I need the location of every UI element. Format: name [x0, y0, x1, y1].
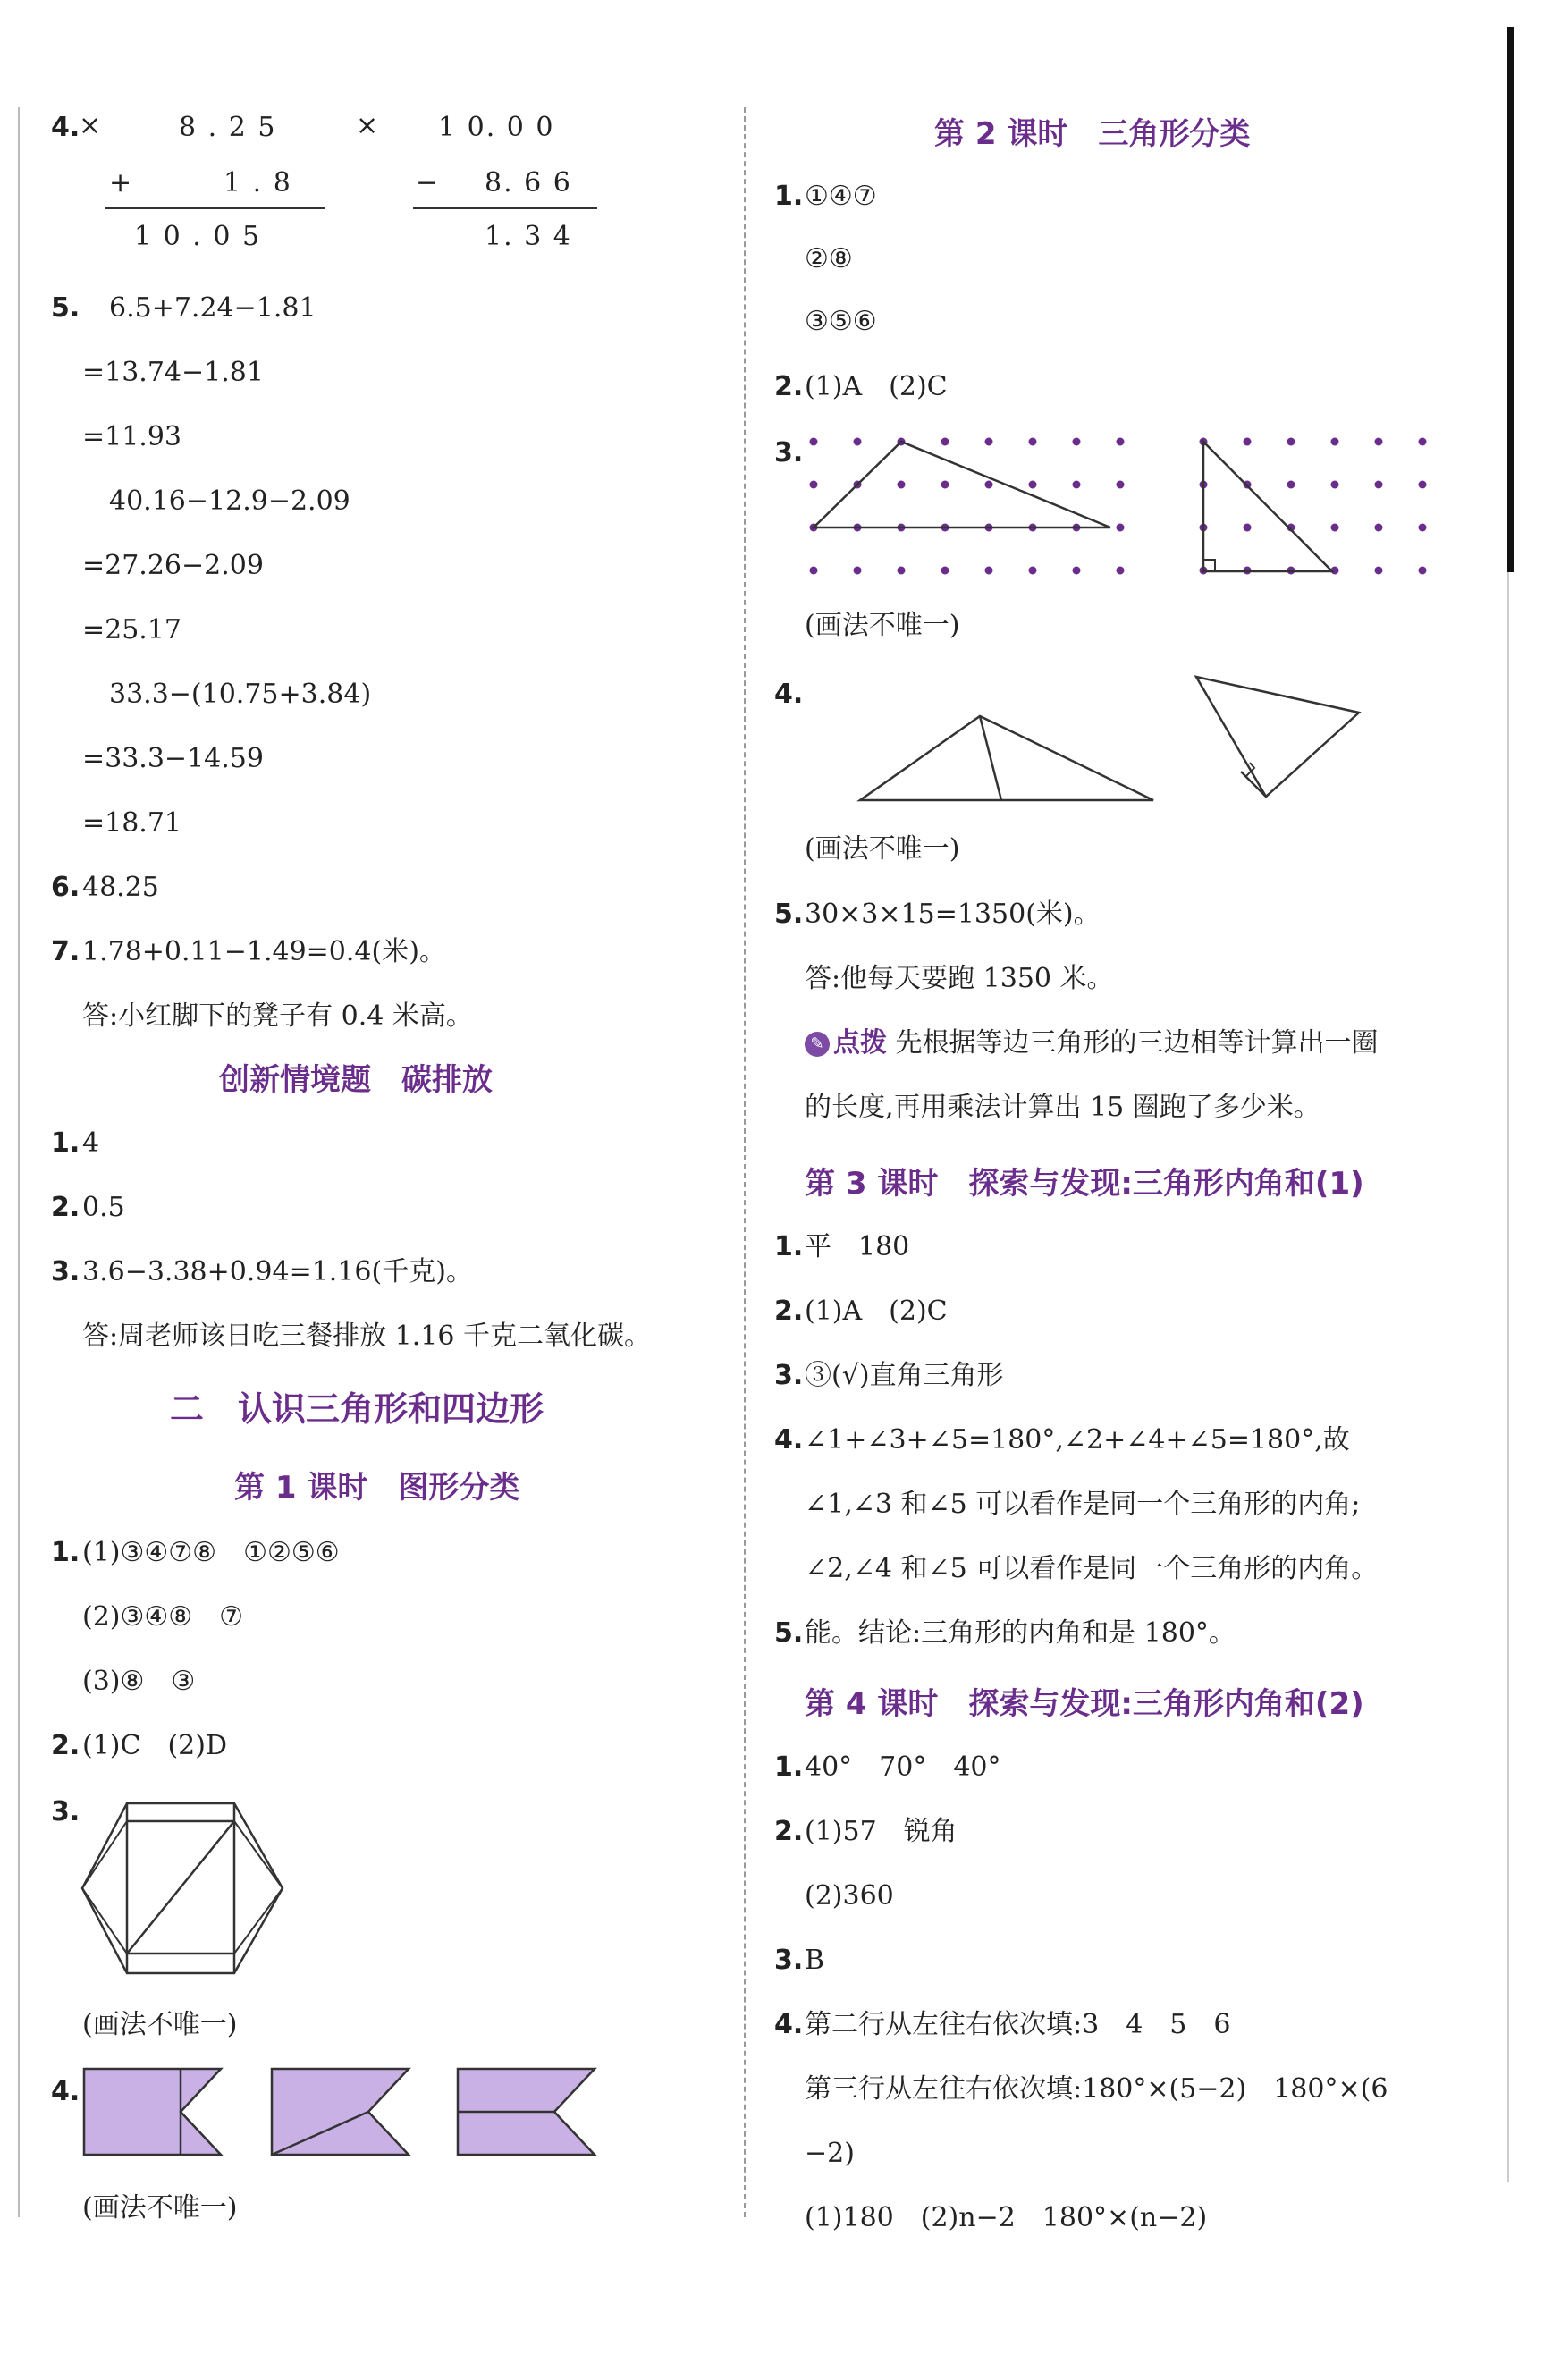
grid-dot — [985, 438, 993, 446]
grid-dot — [1073, 438, 1081, 446]
tip-box — [805, 1027, 1379, 1059]
q-number: 4. — [51, 112, 80, 143]
drawing-note: (画法不唯一) — [82, 2192, 238, 2224]
grid-dot — [1419, 481, 1427, 489]
wrong-mark: × — [79, 110, 102, 141]
answer-text: ∠2,∠4 和∠5 可以看作是同一个三角形的内角。 — [805, 1553, 1379, 1584]
answer-text: ∠1+∠3+∠5=180°,∠2+∠4+∠5=180°,故 — [805, 1424, 1350, 1456]
answer-statement: 答:小红脚下的凳子有 0.4 米高。 — [82, 1000, 473, 1032]
q-number: 4. — [51, 2076, 80, 2107]
grid-dot — [1375, 567, 1383, 575]
lesson-title: 第 1 课时 图形分类 — [234, 1470, 520, 1506]
q-number: 5. — [774, 1617, 804, 1649]
drawing-note: (画法不唯一) — [82, 2009, 238, 2040]
equation-line: =18.71 — [82, 807, 182, 839]
grid-dot — [1117, 481, 1125, 489]
grid-dot — [1287, 438, 1295, 446]
lesson-title: 第 3 课时 探索与发现:三角形内角和(1) — [805, 1166, 1364, 1202]
grid-dot — [941, 567, 949, 575]
answer-text: (1)A (2)C — [805, 1295, 948, 1327]
answer-text: 第二行从左往右依次填:3 4 5 6 — [805, 2009, 1231, 2040]
q-number: 4. — [774, 2009, 804, 2040]
triangle-with-height — [860, 716, 1153, 800]
grid-dot — [1244, 524, 1252, 532]
flag-shape-2 — [272, 2069, 409, 2155]
calc-result: 1. 3 4 — [485, 221, 572, 252]
grid-dot — [1419, 567, 1427, 575]
grid-dot — [1117, 438, 1125, 446]
grid-dot — [1029, 481, 1037, 489]
grid-dot — [1073, 567, 1081, 575]
grid-dot — [985, 567, 993, 575]
drawing-note: (画法不唯一) — [805, 610, 960, 641]
tip-text: 先根据等边三角形的三边相等计算出一圈 — [895, 1027, 1379, 1059]
q-number: 2. — [774, 1295, 804, 1327]
grid-dot — [1419, 524, 1427, 532]
q-number: 1. — [51, 1127, 80, 1159]
grid-dot — [941, 438, 949, 446]
calc-second-operand: 1 . 8 — [224, 167, 292, 198]
calc-result: 1 0 . 0 5 — [134, 221, 262, 252]
calc-operator: + — [109, 167, 132, 198]
answer-statement: 答:他每天要跑 1350 米。 — [805, 963, 1114, 994]
calc-top-operand: 1 0. 0 0 — [438, 112, 555, 143]
grid-dot — [854, 567, 862, 575]
equation-line: =11.93 — [82, 421, 182, 452]
page-edge-line — [1507, 572, 1509, 2182]
q-number: 1. — [774, 1231, 804, 1262]
section-title: 创新情境题 碳排放 — [219, 1062, 493, 1098]
unit-title: 二 认识三角形和四边形 — [170, 1389, 544, 1429]
grid-dot — [898, 481, 906, 489]
q-number: 7. — [51, 936, 80, 967]
answer-text: 0.5 — [82, 1192, 125, 1223]
answer-statement: 答:周老师该日吃三餐排放 1.16 千克二氧化碳。 — [82, 1321, 651, 1352]
grid-dot — [1375, 438, 1383, 446]
right-triangle — [1203, 442, 1332, 571]
left-margin-line — [18, 107, 20, 2217]
grid-dot — [1117, 524, 1125, 532]
answer-text: ①④⑦ — [805, 181, 877, 212]
q-number: 6. — [51, 872, 80, 903]
answer-text: (1)180 (2)n−2 180°×(n−2) — [805, 2202, 1208, 2233]
grid-dot — [1375, 481, 1383, 489]
grid-dot — [1029, 438, 1037, 446]
grid-dot — [1073, 481, 1081, 489]
column-divider — [744, 107, 746, 2217]
q-number: 2. — [51, 1192, 80, 1223]
tip-icon: ✎ — [805, 1032, 830, 1057]
answer-text: (1)C (2)D — [82, 1730, 227, 1761]
grid-dot — [898, 567, 906, 575]
grid-dot — [1331, 438, 1339, 446]
answer-text: 能。结论:三角形的内角和是 180°。 — [805, 1617, 1236, 1649]
flag-shape-3 — [458, 2069, 595, 2155]
tip-label: 点拨 — [833, 1027, 887, 1059]
answer-text: (3)⑧ ③ — [82, 1666, 196, 1697]
answer-text: B — [805, 1945, 825, 1976]
answer-text: 3.6−3.38+0.94=1.16(千克)。 — [82, 1256, 473, 1287]
answer-text: ∠1,∠3 和∠5 可以看作是同一个三角形的内角; — [805, 1489, 1361, 1520]
q-number: 2. — [51, 1730, 80, 1761]
answer-text: ③(√)直角三角形 — [805, 1360, 1004, 1391]
tip-text: 的长度,再用乘法计算出 15 圈跑了多少米。 — [805, 1092, 1320, 1123]
calc-top-operand: 8 . 2 5 — [179, 112, 277, 143]
page-edge-bar — [1507, 27, 1514, 572]
answer-text: 平 180 — [805, 1231, 910, 1262]
q-number: 1. — [774, 181, 804, 212]
calc-rule — [413, 207, 597, 209]
grid-dot — [810, 481, 818, 489]
answer-text: 4 — [82, 1127, 100, 1159]
wrong-mark: × — [356, 110, 379, 141]
q-number: 5. — [774, 899, 804, 930]
answer-text: (2)③④⑧ ⑦ — [82, 1601, 244, 1633]
lesson-title: 第 2 课时 三角形分类 — [934, 116, 1251, 152]
equation-line: 33.3−(10.75+3.84) — [109, 679, 372, 710]
equation-line: 40.16−12.9−2.09 — [109, 485, 350, 517]
answer-text: (1)③④⑦⑧ ①②⑤⑥ — [82, 1537, 340, 1568]
triangle-with-height-2 — [1196, 677, 1359, 797]
equation-line: =25.17 — [82, 614, 182, 646]
grid-dot — [810, 567, 818, 575]
grid-dot — [854, 438, 862, 446]
q-number: 3. — [774, 1945, 804, 1976]
grid-dot — [1331, 481, 1339, 489]
q-number: 3. — [774, 1360, 804, 1391]
grid-dot — [1287, 481, 1295, 489]
lesson-title: 第 4 课时 探索与发现:三角形内角和(2) — [805, 1686, 1364, 1722]
q-number: 2. — [774, 1816, 804, 1847]
grid-dot — [941, 481, 949, 489]
grid-dot — [1029, 567, 1037, 575]
q-number: 3. — [51, 1256, 80, 1287]
equation-line: =27.26−2.09 — [82, 550, 264, 581]
calc-operator: − — [416, 167, 439, 198]
grid-dot — [1419, 438, 1427, 446]
q-number: 3. — [774, 437, 804, 468]
dot-grid-triangles — [805, 429, 1430, 581]
q-number: 4. — [774, 1424, 804, 1456]
answer-text: (2)360 — [805, 1880, 894, 1912]
calc-rule — [105, 207, 325, 209]
grid-dot — [1244, 438, 1252, 446]
flag-shapes-figure — [82, 2067, 601, 2156]
dot-grid-right — [1200, 438, 1427, 575]
answer-text: ③⑤⑥ — [805, 306, 877, 337]
answer-text: 第三行从左往右依次填:180°×(5−2) 180°×(6 — [805, 2073, 1388, 2105]
grid-dot — [810, 438, 818, 446]
grid-dot — [1375, 524, 1383, 532]
calc-second-operand: 8. 6 6 — [485, 167, 572, 198]
flag-shape-1 — [84, 2069, 221, 2155]
equation-line: =33.3−14.59 — [82, 743, 264, 774]
obtuse-triangle — [814, 442, 1110, 527]
drawing-note: (画法不唯一) — [805, 833, 960, 865]
grid-dot — [1331, 524, 1339, 532]
equation-line: 6.5+7.24−1.81 — [109, 292, 316, 324]
answer-text: (1)57 锐角 — [805, 1816, 958, 1847]
q-number: 5. — [51, 292, 80, 324]
dot-grid-left — [810, 438, 1125, 575]
equation-line: =13.74−1.81 — [82, 357, 264, 388]
answer-text: 40° 70° 40° — [805, 1751, 1001, 1783]
q-number: 2. — [774, 371, 804, 402]
q-number: 1. — [774, 1751, 804, 1783]
triangle-heights-figure — [858, 675, 1377, 818]
answer-text: (1)A (2)C — [805, 371, 948, 402]
grid-dot — [985, 481, 993, 489]
grid-dot — [1117, 567, 1125, 575]
answer-text: ②⑧ — [805, 243, 853, 274]
q-number: 4. — [774, 679, 804, 710]
answer-text: 30×3×15=1350(米)。 — [805, 899, 1101, 930]
hexagon-figure — [80, 1802, 295, 1980]
answer-text: −2) — [805, 2138, 855, 2169]
answer-text: 1.78+0.11−1.49=0.4(米)。 — [82, 936, 446, 967]
q-number: 3. — [51, 1796, 80, 1827]
answer-text: 48.25 — [82, 872, 159, 903]
q-number: 1. — [51, 1537, 80, 1568]
